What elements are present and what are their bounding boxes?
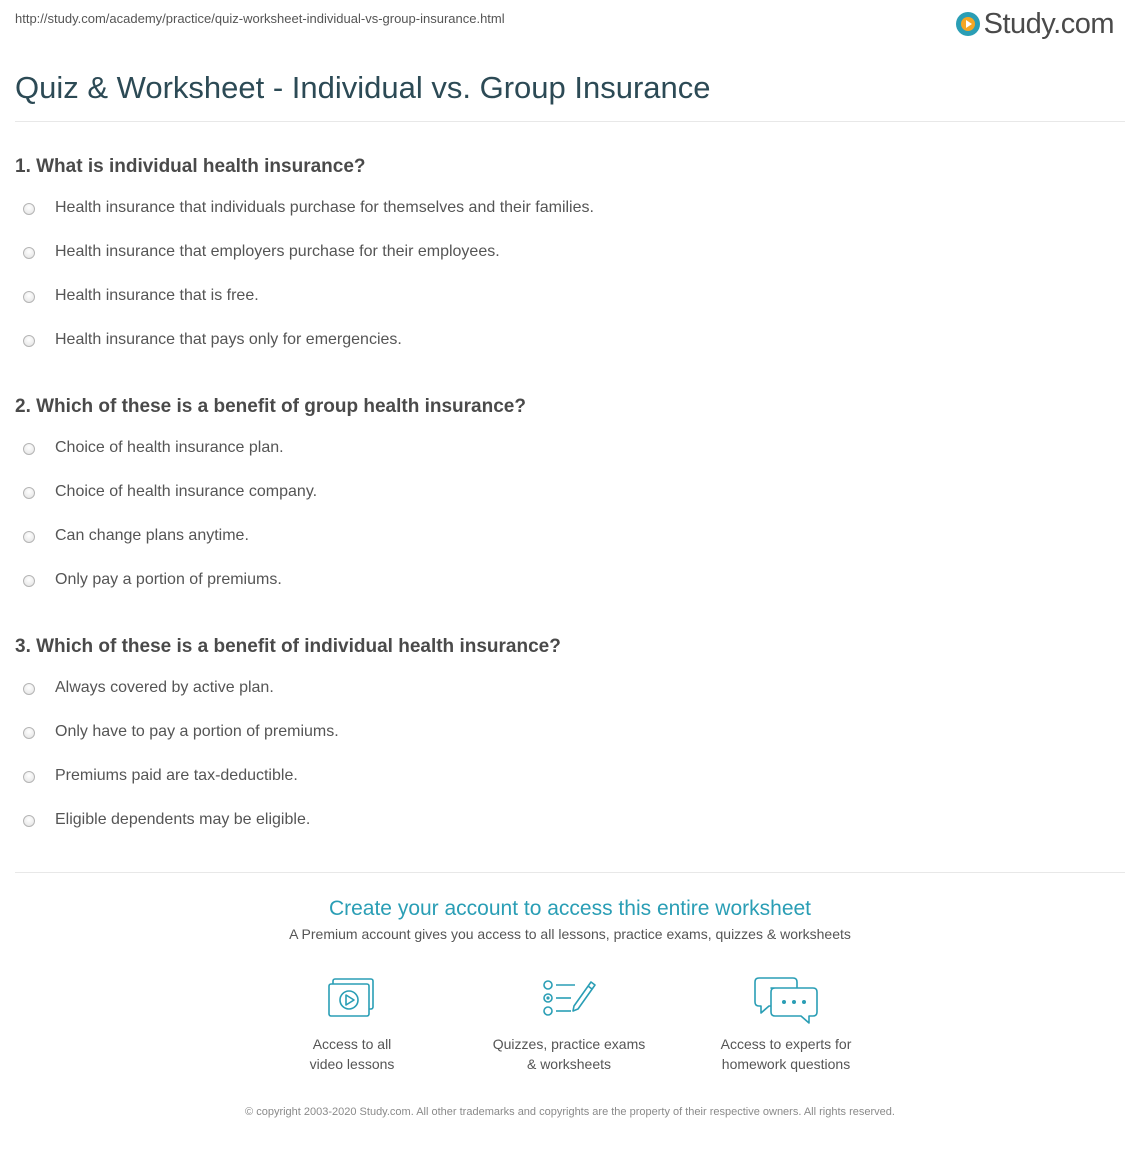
- page-title: Quiz & Worksheet - Individual vs. Group Insurance: [15, 70, 711, 105]
- cta-subtitle: A Premium account gives you access to all lessons, practice exams, quizzes & worksheets: [289, 926, 851, 942]
- feature-label: [252, 1034, 452, 1074]
- radio-button[interactable]: [23, 771, 35, 783]
- answer-options: [15, 678, 1115, 854]
- answer-label[interactable]: Only have to pay a portion of premiums.: [55, 723, 339, 740]
- quiz-checklist-icon: [541, 976, 597, 1022]
- feature-label-line: Quizzes, practice exams: [492, 1036, 646, 1052]
- feature-label-line: & worksheets: [526, 1056, 612, 1072]
- radio-button[interactable]: [23, 487, 35, 499]
- study-logo-link[interactable]: [956, 6, 1114, 42]
- answer-label[interactable]: Health insurance that individuals purchase for themselves and their families.: [55, 199, 594, 216]
- feature-label-line: video lessons: [309, 1056, 395, 1072]
- create-account-link[interactable]: Create your account to access this entire worksheet: [328, 897, 812, 920]
- question-text: 2. Which of these is a benefit of group health insurance?: [15, 396, 526, 417]
- answer-option[interactable]: [15, 570, 1115, 614]
- question-3: [15, 634, 1115, 854]
- answer-option[interactable]: [15, 810, 1115, 854]
- feature-label-line: Access to experts for: [720, 1036, 852, 1052]
- radio-button[interactable]: [23, 247, 35, 259]
- answer-option[interactable]: [15, 198, 1115, 242]
- signup-cta: [0, 895, 1140, 943]
- answer-option[interactable]: [15, 286, 1115, 330]
- video-lessons-icon: [326, 976, 378, 1022]
- answer-label[interactable]: Premiums paid are tax-deductible.: [55, 767, 298, 784]
- logo-text: Study.com: [983, 7, 1114, 40]
- answer-option[interactable]: [15, 678, 1115, 722]
- cta-divider: [15, 872, 1125, 873]
- title-divider: [15, 121, 1125, 122]
- question-1: [15, 154, 1115, 374]
- copyright-footer: © copyright 2003-2020 Study.com. All other trademarks and copyrights are the property of their respective owners. All rights reserved.: [245, 1106, 895, 1118]
- question-text: 1. What is individual health insurance?: [15, 156, 366, 177]
- answer-option[interactable]: [15, 242, 1115, 286]
- answer-label[interactable]: Choice of health insurance plan.: [55, 439, 284, 456]
- answer-label[interactable]: Always covered by active plan.: [55, 679, 274, 696]
- answer-options: [15, 438, 1115, 614]
- answer-option[interactable]: [15, 722, 1115, 766]
- radio-button[interactable]: [23, 291, 35, 303]
- answer-label[interactable]: Health insurance that pays only for emergencies.: [55, 331, 402, 348]
- feature-label: [469, 1034, 669, 1074]
- answer-label[interactable]: Only pay a portion of premiums.: [55, 571, 282, 588]
- feature-quizzes: [469, 976, 669, 1074]
- radio-button[interactable]: [23, 727, 35, 739]
- answer-options: [15, 198, 1115, 374]
- answer-option[interactable]: [15, 482, 1115, 526]
- answer-option[interactable]: [15, 766, 1115, 810]
- answer-label[interactable]: Eligible dependents may be eligible.: [55, 811, 311, 828]
- answer-option[interactable]: [15, 330, 1115, 374]
- page-url: http://study.com/academy/practice/quiz-worksheet-individual-vs-group-insurance.html: [15, 11, 505, 26]
- top-bar: [0, 0, 1140, 50]
- feature-experts: [686, 976, 886, 1074]
- answer-label[interactable]: Health insurance that employers purchase for their employees.: [55, 243, 500, 260]
- radio-button[interactable]: [23, 203, 35, 215]
- answer-label[interactable]: Health insurance that is free.: [55, 287, 259, 304]
- answer-option[interactable]: [15, 526, 1115, 570]
- answer-label[interactable]: Choice of health insurance company.: [55, 483, 318, 500]
- question-text: 3. Which of these is a benefit of individual health insurance?: [15, 636, 561, 657]
- feature-label-line: Access to all: [312, 1036, 392, 1052]
- feature-label-line: homework questions: [721, 1056, 851, 1072]
- radio-button[interactable]: [23, 443, 35, 455]
- chat-bubbles-icon: [753, 976, 819, 1028]
- question-2: [15, 394, 1115, 614]
- radio-button[interactable]: [23, 683, 35, 695]
- radio-button[interactable]: [23, 575, 35, 587]
- answer-label[interactable]: Can change plans anytime.: [55, 527, 249, 544]
- answer-option[interactable]: [15, 438, 1115, 482]
- play-circle-icon: [956, 12, 980, 36]
- feature-label: [686, 1034, 886, 1074]
- feature-video-lessons: [252, 976, 452, 1074]
- radio-button[interactable]: [23, 335, 35, 347]
- radio-button[interactable]: [23, 531, 35, 543]
- radio-button[interactable]: [23, 815, 35, 827]
